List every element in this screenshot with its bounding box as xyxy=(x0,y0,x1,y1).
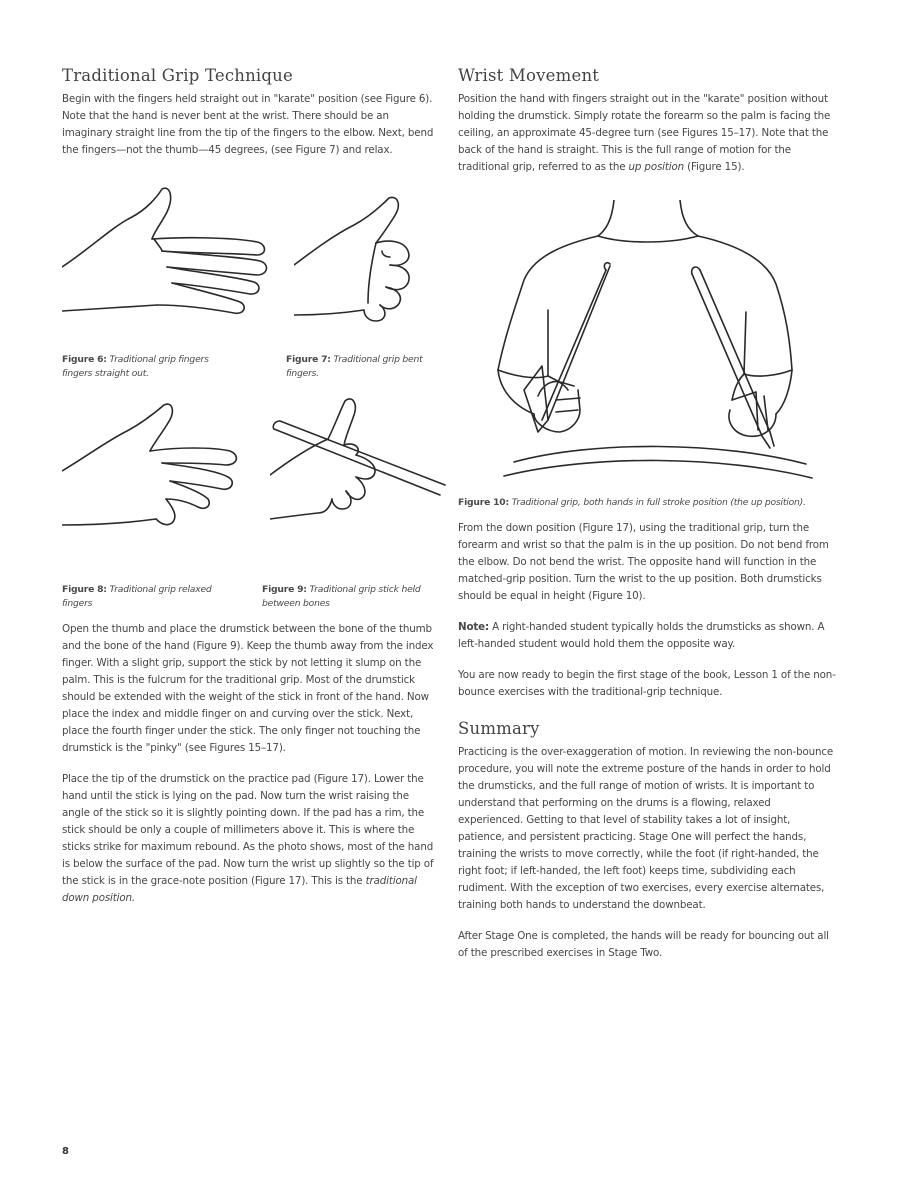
figure-10-block xyxy=(458,190,838,520)
wrist-intro-text: Position the hand with fingers straight out in the "karate" position without holding the drumstick. Simply rotate the forearm so the palm is facing the ceiling, an approximate 45-degree turn (see Figures 15–17). Note that the back of the hand is straight. This is the full range of motion for the traditional grip, referred to as the xyxy=(458,93,831,173)
figure-10-text: Traditional grip, both hands in full stroke position (the up position). xyxy=(511,497,806,508)
heading-summary: Summary xyxy=(458,719,540,738)
down-position-emphasis: traditional down position. xyxy=(62,875,417,904)
heading-wrist-movement: Wrist Movement xyxy=(458,66,600,85)
page-number: 8 xyxy=(62,1146,69,1157)
note-paragraph xyxy=(458,619,838,653)
right-column xyxy=(458,66,838,976)
figure-9-text: Traditional grip stick held between bones xyxy=(262,584,421,609)
figure-8-text: Traditional grip relaxed fingers xyxy=(62,584,212,609)
note-text: A right-handed student typically holds the drumsticks as shown. A left-handed student would hold them the opposite way. xyxy=(458,621,825,650)
figure-10-caption xyxy=(458,496,848,510)
figure-6-caption xyxy=(62,353,237,381)
figure-7-illustration xyxy=(294,195,434,330)
down-position-paragraph xyxy=(62,771,438,907)
figure-8-illustration xyxy=(62,401,247,541)
figure-7-text: Traditional grip bent fingers. xyxy=(286,354,423,379)
wrist-intro-paragraph xyxy=(458,91,838,176)
figure-6-text: Traditional grip fingers fingers straight out. xyxy=(62,354,209,379)
ready-paragraph: You are now ready to begin the first stage of the book, Lesson 1 of the non-bounce exercises with the traditional-grip technique. xyxy=(458,669,836,698)
summary-paragraph-2: After Stage One is completed, the hands will be ready for bouncing out all of the prescribed exercises in Stage Two. xyxy=(458,930,829,959)
figure-6-illustration xyxy=(62,187,277,337)
figure-row-top xyxy=(62,173,438,391)
figure-6-label: Figure 6: xyxy=(62,354,107,365)
down-to-up-paragraph: From the down position (Figure 17), using the traditional grip, turn the forearm and wrist so that the palm is in the up position. Do not bend from the elbow. Do not bend the wrist. The opposite hand will function in the matched-grip position. Turn the wrist to the up position. Both drumsticks should be equal in height (Figure 10). xyxy=(458,522,829,602)
left-column xyxy=(62,66,438,921)
figure-8-label: Figure 8: xyxy=(62,584,107,595)
figure-9-label: Figure 9: xyxy=(262,584,307,595)
stick-placement-paragraph: Open the thumb and place the drumstick between the bone of the thumb and the bone of the hand (Figure 9). Keep the thumb away from the index finger. With a slight grip, support the stick by not letting it slump on the palm. This is the fulcrum for the traditional grip. Most of the drumstick should be extended with the weight of the stick in front of the hand. Now place the index and middle finger on and curving over the stick. Next, place the fourth finger under the stick. The only finger not touching the drumstick is the "pinky" (see Figures 15–17). xyxy=(62,623,434,754)
figure-10-illustration xyxy=(494,200,814,480)
figure-row-bottom xyxy=(62,391,438,621)
figure-7-label: Figure 7: xyxy=(286,354,331,365)
wrist-intro-end: (Figure 15). xyxy=(684,161,745,173)
up-position-emphasis: up position xyxy=(628,161,685,173)
figure-9-caption xyxy=(262,583,432,611)
figure-8-caption xyxy=(62,583,237,611)
figure-9-illustration xyxy=(270,395,450,535)
figure-10-label: Figure 10: xyxy=(458,497,509,508)
summary-paragraph-1: Practicing is the over-exaggeration of motion. In reviewing the non-bounce procedure, you will note the extreme posture of the hands in order to hold the drumsticks, and the full range of motion of wrists. It is important to understand that performing on the drums is a flowing, relaxed experienced. Getting to that level of stability takes a lot of insight, patience, and persistent practicing. Stage One will perfect the hands, training the wrists to move correctly, while the foot (if right-handed, the right foot; if left-handed, the left foot) keeps time, subdividing each rudiment. With the exception of two exercises, every exercise alternates, training both hands to understand the downbeat. xyxy=(458,746,834,911)
note-label: Note: xyxy=(458,621,489,633)
figure-7-caption xyxy=(286,353,446,381)
heading-traditional-grip: Traditional Grip Technique xyxy=(62,66,293,85)
intro-paragraph: Begin with the fingers held straight out in "karate" position (see Figure 6). Note that the hand is never bent at the wrist. There should be an imaginary straight line from the tip of the fingers to the elbow. Next, bend the fingers—not the thumb—45 degrees, (see Figure 7) and relax. xyxy=(62,93,434,156)
down-position-text: Place the tip of the drumstick on the practice pad (Figure 17). Lower the hand until the stick is lying on the pad. Now turn the wrist raising the angle of the stick so it is slightly pointing down. If the pad has a rim, the stick should be only a couple of millimeters above it. This is where the sticks strike for maximum rebound. As the photo shows, most of the hand is below the surface of the pad. Now turn the wrist up slightly so the tip of the stick is in the grace-note position (Figure 17). This is the xyxy=(62,773,434,887)
